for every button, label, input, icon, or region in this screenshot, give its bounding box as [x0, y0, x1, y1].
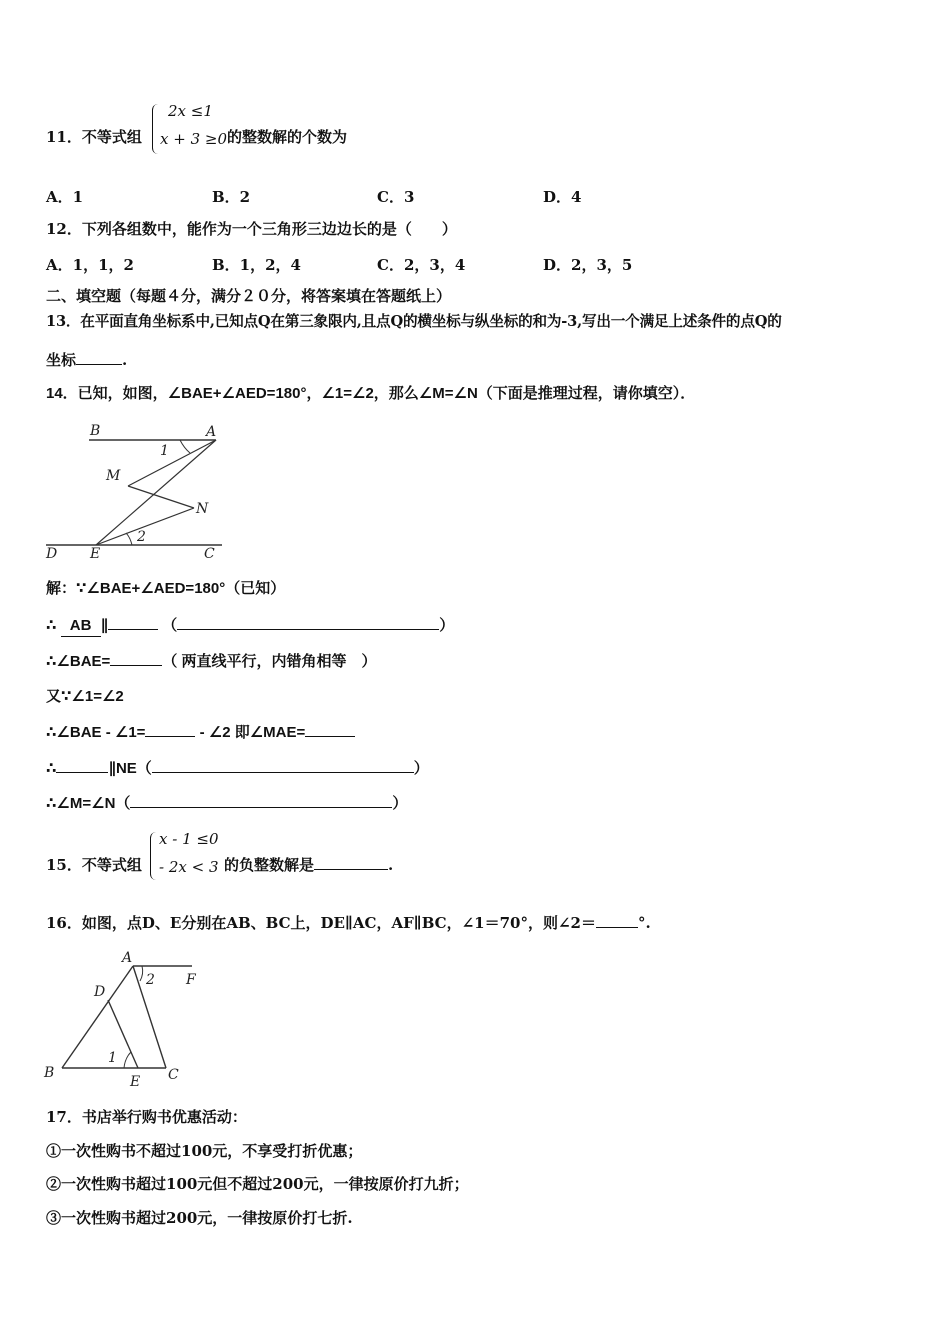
answer-blank[interactable] — [110, 651, 162, 666]
q12-option-b: B．1，2，4 — [212, 256, 301, 274]
label-c: C — [204, 546, 215, 562]
section-heading: 二、填空题（每题４分，满分２０分，将答案填在答题纸上） — [46, 287, 452, 305]
angle-1-arc — [124, 1052, 131, 1068]
brace-icon — [150, 832, 157, 880]
line-ba — [62, 966, 133, 1068]
label-e: E — [90, 546, 101, 562]
answer-blank[interactable] — [145, 722, 195, 737]
q13-label: 坐标 — [46, 351, 77, 369]
sol5-label2: - ∠2 即∠MAE= — [195, 724, 306, 741]
q11-option-b: B．2 — [212, 188, 251, 206]
label-angle-2: 2 — [146, 972, 155, 988]
q14-stem: 14．已知，如图，∠BAE+∠AED=180°，∠1=∠2，那么∠M=∠N（下面是推理过程，请你填空）． — [46, 385, 696, 402]
q14-solution-line7 — [46, 793, 407, 814]
q14-solution-line1: 解：∵∠BAE+∠AED=180°（已知） — [46, 580, 286, 597]
q11-inequality-2: x + 3 ≥0 — [160, 130, 227, 148]
answer-blank[interactable] — [314, 855, 388, 870]
q11-inequality-system — [152, 100, 232, 158]
q14-solution-line2 — [46, 615, 454, 637]
q14-solution-line6 — [46, 758, 429, 779]
label-d: D — [94, 984, 106, 1000]
q15-period: . — [388, 856, 394, 874]
q15-tail-text: 的负整数解是 — [224, 856, 315, 874]
sol6-label: ∥NE（ — [108, 760, 152, 777]
close-paren: ） — [439, 617, 455, 634]
answer-blank[interactable] — [596, 913, 638, 928]
label-b: B — [90, 423, 101, 439]
label-b: B — [44, 1065, 55, 1081]
close-paren: ） — [392, 795, 408, 812]
answer-blank[interactable] — [76, 350, 122, 365]
line-ae — [96, 440, 216, 545]
label-angle-2: 2 — [137, 529, 146, 545]
label-c: C — [168, 1067, 179, 1083]
q12-stem: 12．下列各组数中，能作为一个三角形三边边长的是（ ） — [46, 220, 457, 238]
angle-1-arc — [180, 440, 190, 453]
reason-blank[interactable] — [152, 758, 414, 773]
label-a: A — [122, 950, 133, 966]
q15-stem: 15．不等式组 — [46, 856, 142, 874]
parallel-symbol: ∥ — [100, 617, 109, 634]
q16-figure — [42, 948, 212, 1093]
q15-stem-tail — [224, 855, 393, 875]
q15-inequality-2: - 2x < 3 — [159, 858, 219, 876]
line-mn — [128, 486, 194, 508]
answer-blank[interactable] — [56, 758, 108, 773]
q13-stem: 13．在平面直角坐标系中,已知点Q在第三象限内,且点Q的横坐标与纵坐标的和为-3,写出一个满足上述条件的点Q的 — [46, 313, 782, 330]
therefore-symbol: ∴ — [46, 760, 57, 777]
q14-solution-line3 — [46, 651, 377, 672]
q16-degree: °. — [638, 914, 651, 932]
answer-blank[interactable] — [108, 615, 158, 630]
angle-2-arc — [140, 966, 143, 981]
q15-inequality-1: x - 1 ≤0 — [159, 830, 219, 848]
reason-blank[interactable] — [177, 615, 439, 630]
q14-solution-line4: 又∵∠1=∠2 — [46, 688, 124, 705]
q15-inequality-system — [150, 828, 230, 884]
q16-stem — [46, 913, 651, 933]
q12-option-c: C．2，3，4 — [377, 256, 466, 274]
sol5-label: ∴∠BAE - ∠1= — [46, 724, 146, 741]
label-angle-1: 1 — [108, 1050, 117, 1066]
sol3-label: ∴∠BAE= — [46, 653, 111, 670]
label-a: A — [206, 424, 217, 440]
q14-figure — [44, 420, 234, 565]
q17-item-2: ②一次性购书超过100元但不超过200元，一律按原价打九折； — [46, 1175, 469, 1193]
q17-stem: 17．书店举行购书优惠活动： — [46, 1108, 247, 1126]
filled-answer-ab: AB — [61, 616, 101, 637]
q17-item-3: ③一次性购书超过200元，一律按原价打七折. — [46, 1209, 353, 1227]
q16-text: 16．如图，点D、E分别在AB、BC上，DE∥AC，AF∥BC，∠1＝70°，则∠2＝ — [46, 914, 596, 932]
q12-option-a: A．1，1，2 — [46, 256, 134, 274]
sol7-label: ∴∠M=∠N（ — [46, 795, 131, 812]
q13-period: . — [122, 351, 128, 369]
q11-stem-tail: 的整数解的个数为 — [227, 128, 348, 146]
q11-number: 11．不等式组 — [46, 128, 142, 146]
q12-option-d: D．2，3，5 — [543, 256, 633, 274]
answer-blank[interactable] — [305, 722, 355, 737]
q17-item-1: ①一次性购书不超过100元，不享受打折优惠； — [46, 1142, 363, 1160]
q11-inequality-1: 2x ≤1 — [168, 102, 213, 120]
reason-blank[interactable] — [130, 793, 392, 808]
angle-2-arc — [126, 533, 132, 545]
q13-stem-line2 — [46, 350, 127, 370]
q11-option-d: D．4 — [543, 188, 582, 206]
q11-option-c: C．3 — [377, 188, 415, 206]
therefore-symbol: ∴ — [46, 617, 57, 634]
label-f: F — [186, 972, 196, 988]
label-n: N — [196, 501, 209, 517]
brace-icon — [152, 104, 159, 154]
label-m: M — [106, 468, 121, 484]
label-d: D — [46, 546, 58, 562]
close-paren: ） — [413, 760, 429, 777]
q14-solution-line5 — [46, 722, 355, 743]
label-e: E — [130, 1074, 141, 1090]
sol3-reason: （ 两直线平行，内错角相等 ） — [162, 653, 377, 670]
label-angle-1: 1 — [160, 443, 169, 459]
q11-stem — [46, 127, 142, 147]
q11-option-a: A．1 — [46, 188, 84, 206]
open-paren: （ — [162, 617, 178, 634]
